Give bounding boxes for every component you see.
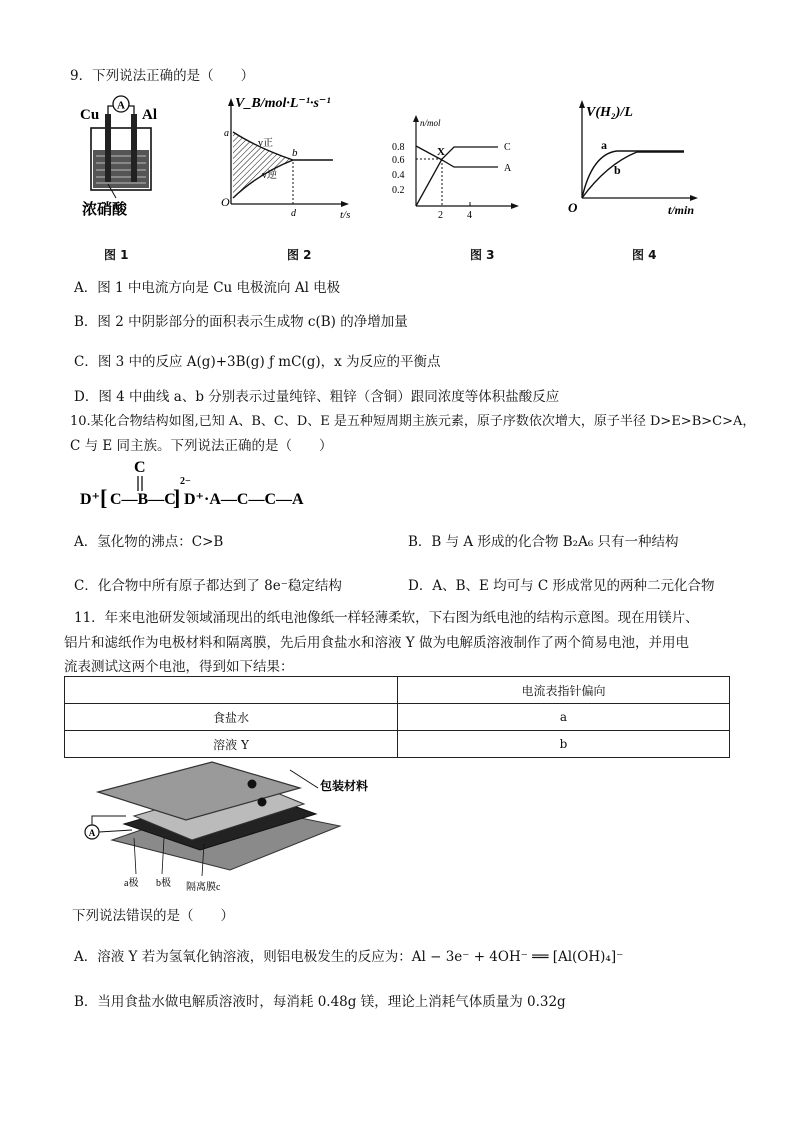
q11-stem-line2: 铝片和滤纸作为电极材料和隔离膜，先后用食盐水和溶液 Y 做为电解质溶液制作了两个简易电池，并用电: [64, 635, 689, 651]
table-cell: b: [398, 731, 730, 758]
svg-text:D⁺: D⁺: [80, 491, 100, 508]
svg-text:0.2: 0.2: [392, 185, 405, 196]
svg-text:包装材料: 包装材料: [320, 779, 369, 793]
svg-text:O: O: [568, 200, 578, 215]
q9-option-c: C．图 3 中的反应 A(g)+3B(g) ƒ mC(g)，x 为反应的平衡点: [74, 354, 441, 370]
q10-option-a: A．氢化物的沸点：C>B: [74, 534, 224, 550]
q10-stem-line2: C 与 E 同主族。下列说法正确的是（ ）: [70, 438, 333, 454]
table-cell: 食盐水: [65, 704, 398, 731]
al-electrode: [131, 114, 137, 182]
svg-text:隔离膜c: 隔离膜c: [186, 882, 221, 892]
svg-text:X: X: [437, 146, 445, 158]
q10-option-b: B．B 与 A 形成的化合物 B₂A₆ 只有一种结构: [408, 534, 679, 550]
svg-text:V_B/mol·L⁻¹·s⁻¹: V_B/mol·L⁻¹·s⁻¹: [235, 96, 331, 111]
q11-option-a: A．溶液 Y 若为氢氧化钠溶液，则铝电极发生的反应为：Al − 3e⁻ + 4OH⁻ ══ [Al(OH)₄]⁻: [74, 949, 624, 965]
table-header-row: [65, 677, 730, 704]
q11-stem-line3: 流表测试这两个电池，得到如下结果：: [64, 659, 294, 675]
svg-text:v逆: v逆: [262, 170, 277, 181]
svg-text:a: a: [224, 128, 229, 139]
q11-option-b: B．当用食盐水做电解质溶液时，每消耗 0.48g 镁，理论上消耗气体质量为 0.32g: [74, 994, 566, 1010]
svg-text:2: 2: [438, 210, 443, 220]
svg-text:2−: 2−: [180, 476, 191, 487]
svg-text:]: ]: [173, 485, 181, 510]
q10-stem-line1: 10.某化合物结构如图,已知 A、B、C、D、E 是五种短周期主族元素，原子序数依次增大，原子半径 D>E>B>C>A，: [70, 414, 756, 429]
svg-text:D⁺·A—C—C—A: D⁺·A—C—C—A: [184, 491, 304, 508]
svg-text:V(H₂)/L: V(H₂)/L: [586, 105, 633, 120]
svg-text:d: d: [291, 208, 296, 219]
svg-text:0.8: 0.8: [392, 142, 405, 153]
figure-4-hydrogen-graph: [562, 94, 712, 220]
svg-text:Al: Al: [142, 107, 157, 123]
table-header-cell: [65, 677, 398, 704]
q11-stem-line1: 11．年来电池研发领域涌现出的纸电池像纸一样轻薄柔软，下右图为纸电池的结构示意图。现在用镁片、: [74, 610, 699, 626]
table-cell: 溶液 Y: [65, 731, 398, 758]
svg-text:C—B—C: C—B—C: [110, 491, 176, 508]
svg-text:a: a: [601, 138, 607, 152]
svg-text:O: O: [221, 195, 230, 209]
cu-electrode: [105, 114, 111, 182]
figure-4-caption: 图 4: [632, 248, 657, 262]
table-row: [65, 704, 730, 731]
figure-2-caption: 图 2: [287, 248, 312, 262]
svg-text:b: b: [614, 163, 621, 177]
result-table: [64, 676, 730, 758]
svg-text:t/min: t/min: [668, 203, 695, 217]
figure-3-moles-graph: [386, 110, 526, 220]
svg-text:a极: a极: [124, 878, 139, 889]
svg-text:C: C: [504, 142, 511, 153]
figure-1-cell: [78, 92, 170, 224]
curve-a: [582, 151, 684, 198]
q9-option-b: B．图 2 中阴影部分的面积表示生成物 c(B) 的净增加量: [74, 314, 408, 330]
svg-text:0.4: 0.4: [392, 170, 405, 181]
q9-stem: 9．下列说法正确的是（ ）: [70, 68, 255, 84]
svg-text:n/mol: n/mol: [420, 118, 441, 128]
svg-text:C: C: [134, 459, 146, 476]
table-cell: a: [398, 704, 730, 731]
svg-text:t/s: t/s: [340, 209, 351, 220]
q10-option-c: C．化合物中所有原子都达到了 8e⁻稳定结构: [74, 578, 342, 594]
q9-option-a: A．图 1 中电流方向是 Cu 电极流向 Al 电极: [74, 280, 341, 296]
svg-text:b极: b极: [156, 878, 171, 889]
curve-c: [416, 147, 498, 206]
q9-option-d: D．图 4 中曲线 a、b 分别表示过量纯锌、粗锌（含铜）跟同浓度等体积盐酸反应: [74, 389, 560, 405]
svg-text:[: [: [100, 485, 108, 510]
svg-text:A: A: [504, 163, 512, 174]
curve-a: [416, 146, 498, 167]
svg-text:A: A: [88, 828, 96, 838]
paper-battery-figure: [72, 758, 402, 892]
q11-question: 下列说法错误的是（ ）: [72, 908, 234, 924]
figure-2-rate-graph: [218, 94, 358, 220]
table-row: [65, 731, 730, 758]
svg-text:4: 4: [467, 210, 472, 220]
svg-text:v正: v正: [258, 138, 273, 149]
svg-text:b: b: [292, 147, 298, 159]
figure-1-caption: 图 1: [104, 248, 129, 262]
curve-b: [582, 152, 684, 198]
q10-option-d: D．A、B、E 均可与 C 形成常见的两种二元化合物: [408, 578, 715, 594]
svg-text:A: A: [117, 99, 125, 112]
svg-text:浓硝酸: 浓硝酸: [82, 202, 128, 218]
svg-text:0.6: 0.6: [392, 155, 405, 166]
table-header-cell: 电流表指针偏向: [398, 677, 730, 704]
svg-text:Cu: Cu: [80, 107, 100, 123]
figure-3-caption: 图 3: [470, 248, 495, 262]
q10-structure-formula: [80, 456, 320, 514]
